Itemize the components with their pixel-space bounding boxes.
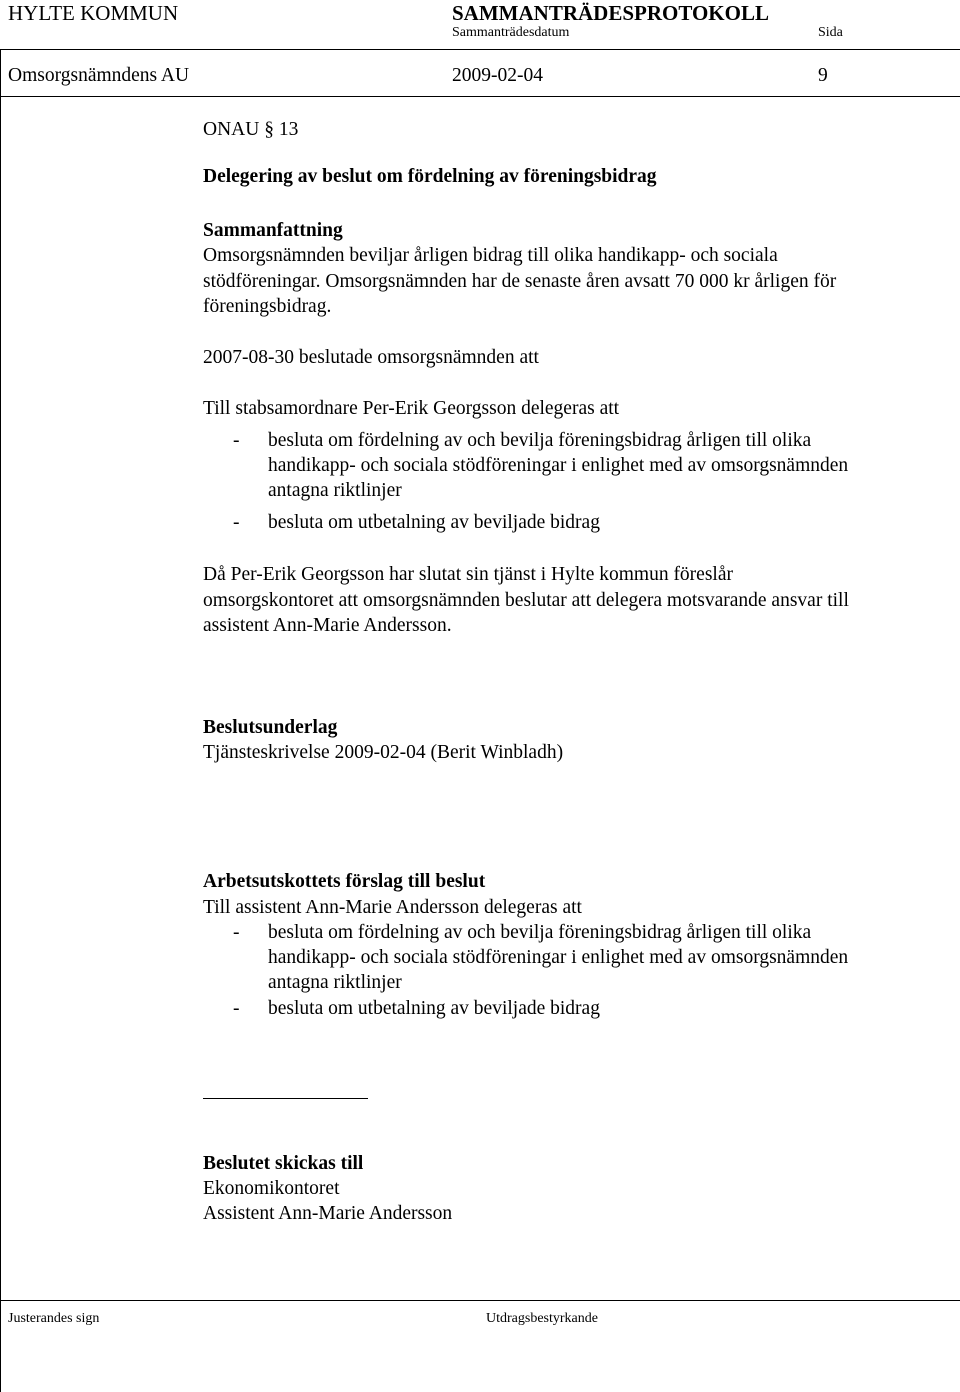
committee-proposal-intro: Till assistent Ann-Marie Andersson delegeras att: [203, 897, 582, 918]
document-type: SAMMANTRÄDESPROTOKOLL: [452, 1, 769, 25]
distribution-heading: Beslutet skickas till: [203, 1153, 364, 1174]
extract-certification-label: Utdragsbestyrkande: [486, 1311, 598, 1326]
paragraph-reference: ONAU § 13: [203, 119, 299, 140]
bullet-line: besluta om fördelning av och bevilja föreningsbidrag årligen till olika: [268, 430, 812, 451]
summary-heading: Sammanfattning: [203, 220, 343, 241]
distribution-recipient: Assistent Ann-Marie Andersson: [203, 1203, 453, 1224]
bullet-line: antagna riktlinjer: [268, 480, 402, 501]
frame-left-border: [0, 49, 1, 1392]
committee-name: Omsorgsnämndens AU: [8, 65, 190, 86]
bullet-dash: -: [233, 998, 240, 1019]
summary-line: stödföreningar. Omsorgsnämnden har de senaste åren avsatt 70 000 kr årligen för: [203, 271, 837, 292]
header-rule-bottom: [0, 96, 960, 97]
bullet-line: handikapp- och sociala stödföreningar i enlighet med av omsorgsnämnden: [268, 947, 849, 968]
bullet-dash: -: [233, 430, 240, 451]
proposal-line: assistent Ann-Marie Andersson.: [203, 615, 452, 636]
bullet-line: besluta om utbetalning av beviljade bidrag: [268, 512, 600, 533]
page-number: 9: [818, 65, 828, 86]
bullet-line: handikapp- och sociala stödföreningar i enlighet med av omsorgsnämnden: [268, 455, 849, 476]
committee-proposal-heading: Arbetsutskottets förslag till beslut: [203, 871, 486, 892]
bullet-line: besluta om utbetalning av beviljade bidrag: [268, 998, 600, 1019]
footer-rule: [1, 1300, 960, 1301]
basis-line: Tjänsteskrivelse 2009-02-04 (Berit Winbladh): [203, 742, 564, 763]
page-label: Sida: [818, 25, 843, 40]
municipality-name: HYLTE KOMMUN: [8, 1, 179, 25]
decision-line: 2007-08-30 beslutade omsorgsnämnden att: [203, 347, 539, 368]
header-rule-top: [0, 49, 960, 50]
distribution-recipient: Ekonomikontoret: [203, 1178, 340, 1199]
bullet-dash: -: [233, 512, 240, 533]
signature-label: Justerandes sign: [8, 1311, 100, 1326]
delegation-line: Till stabsamordnare Per-Erik Georgsson delegeras att: [203, 398, 620, 419]
basis-heading: Beslutsunderlag: [203, 717, 338, 738]
meeting-date: 2009-02-04: [452, 65, 543, 86]
proposal-line: Då Per-Erik Georgsson har slutat sin tjänst i Hylte kommun föreslår: [203, 564, 733, 585]
proposal-line: omsorgskontoret att omsorgsnämnden beslutar att delegera motsvarande ansvar till: [203, 590, 849, 611]
summary-line: Omsorgsnämnden beviljar årligen bidrag till olika handikapp- och sociala: [203, 245, 778, 266]
bullet-line: antagna riktlinjer: [268, 972, 402, 993]
separator-line: [203, 1098, 368, 1099]
date-label: Sammanträdesdatum: [452, 25, 570, 40]
item-title: Delegering av beslut om fördelning av föreningsbidrag: [203, 166, 657, 187]
summary-line: föreningsbidrag.: [203, 296, 332, 317]
bullet-dash: -: [233, 922, 240, 943]
bullet-line: besluta om fördelning av och bevilja föreningsbidrag årligen till olika: [268, 922, 812, 943]
